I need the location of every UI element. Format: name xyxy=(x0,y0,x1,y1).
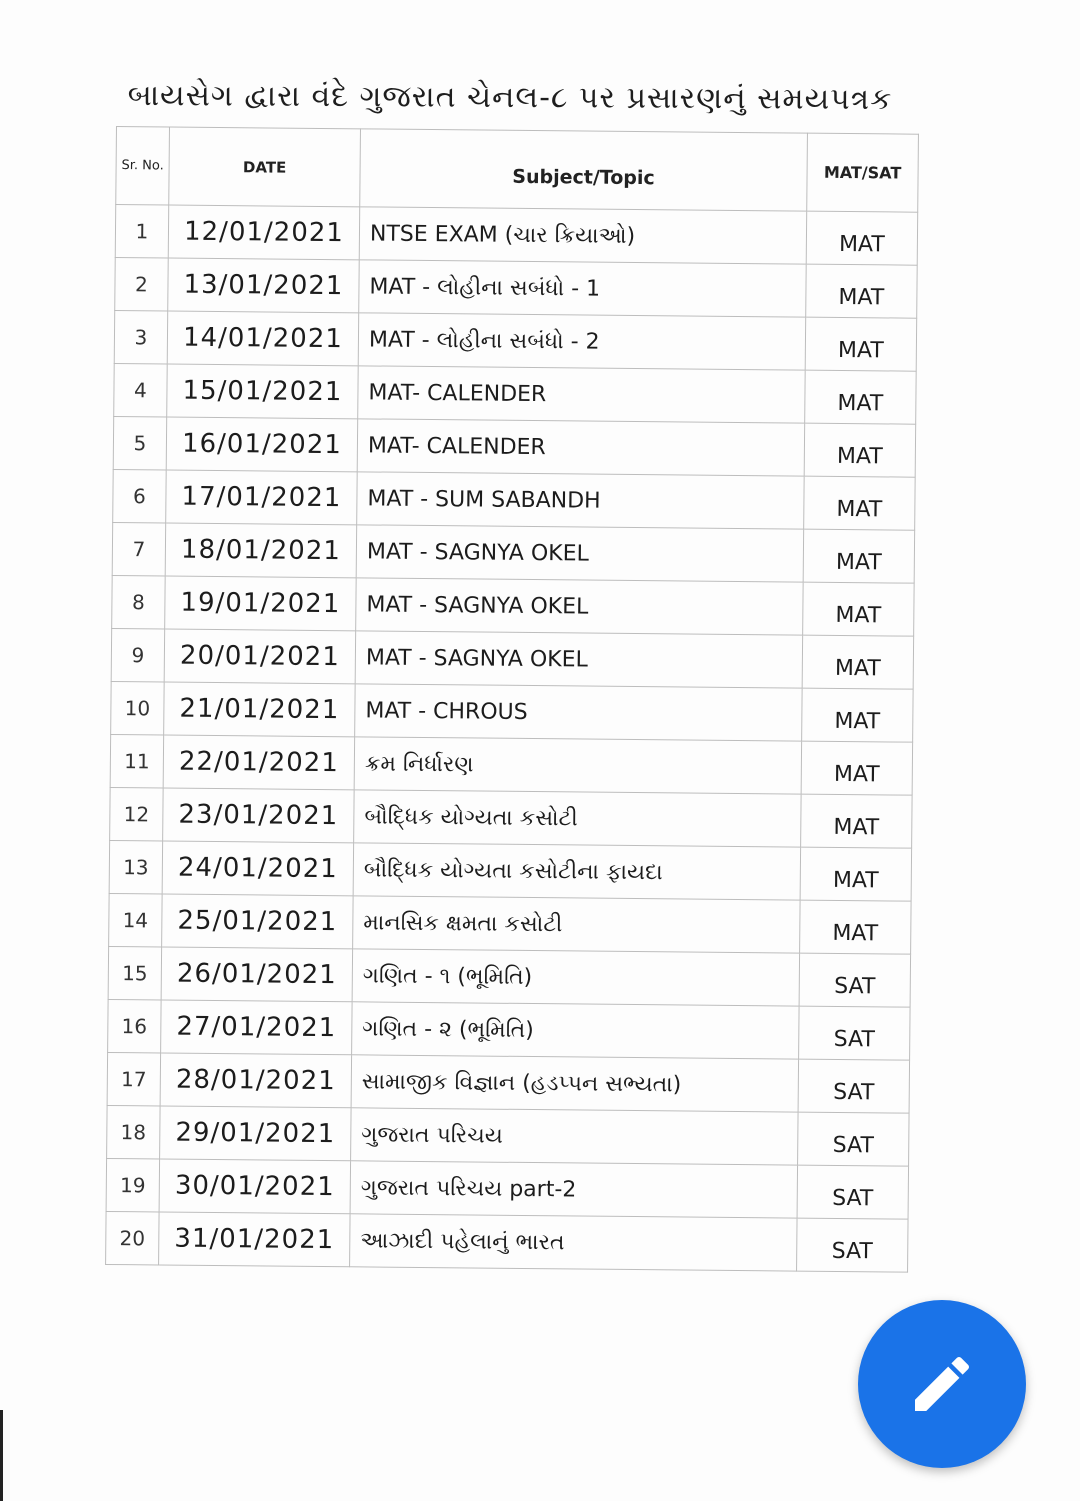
cell-topic: ગુજરાત પરિચય part-2 xyxy=(350,1161,797,1218)
table-row xyxy=(114,310,916,371)
table-row xyxy=(112,522,914,583)
table-row xyxy=(106,1158,908,1219)
cell-mat-sat: MAT xyxy=(804,423,916,477)
cell-date: 15/01/2021 xyxy=(167,364,358,419)
cell-mat-sat: MAT xyxy=(801,741,913,795)
cell-topic: MAT - SAGNYA OKEL xyxy=(356,525,803,582)
cell-date: 28/01/2021 xyxy=(160,1053,351,1108)
cell-topic: આઝાદી પહેલાનું ભારત xyxy=(350,1214,797,1271)
cell-date: 24/01/2021 xyxy=(162,841,353,896)
cell-date: 23/01/2021 xyxy=(163,788,354,843)
pencil-icon xyxy=(906,1348,978,1420)
cell-date: 18/01/2021 xyxy=(165,523,356,578)
header-subject-topic: Subject/Topic xyxy=(360,129,808,211)
cell-date: 29/01/2021 xyxy=(160,1106,351,1161)
cell-mat-sat: SAT xyxy=(799,1006,911,1060)
cell-sr-no: 17 xyxy=(107,1052,161,1106)
document-title: બાયસેગ દ્વારા વંદે ગુજરાત ચેનલ-૮ પર પ્રસારણનું સમયપત્રક xyxy=(127,78,893,118)
edit-fab-button[interactable] xyxy=(858,1300,1026,1468)
cell-mat-sat: SAT xyxy=(797,1218,909,1272)
cell-topic: સામાજીક વિજ્ઞાન (હડપ્પન સભ્યતા) xyxy=(351,1055,798,1112)
cell-topic: ગણિત - ૧ (ભૂમિતિ) xyxy=(352,949,799,1006)
cell-topic: ગણિત - ૨ (ભૂમિતિ) xyxy=(352,1002,799,1059)
cell-sr-no: 15 xyxy=(108,946,162,1000)
cell-sr-no: 18 xyxy=(107,1105,161,1159)
cell-sr-no: 9 xyxy=(111,628,165,682)
cell-sr-no: 1 xyxy=(115,205,169,259)
cell-topic: MAT - CHROUS xyxy=(355,684,802,741)
cell-sr-no: 5 xyxy=(113,416,167,470)
cell-date: 21/01/2021 xyxy=(164,682,355,737)
cell-mat-sat: MAT xyxy=(801,794,913,848)
cell-mat-sat: MAT xyxy=(805,317,917,371)
page-edge-shadow xyxy=(0,1410,3,1501)
cell-sr-no: 10 xyxy=(111,681,165,735)
table-row xyxy=(114,363,916,424)
cell-date: 19/01/2021 xyxy=(165,576,356,631)
table-row xyxy=(115,205,917,266)
cell-topic: માનસિક ક્ષમતા કસોટી xyxy=(353,896,800,953)
cell-sr-no: 19 xyxy=(106,1158,160,1212)
schedule-table xyxy=(105,126,919,1273)
cell-mat-sat: SAT xyxy=(797,1165,909,1219)
cell-date: 22/01/2021 xyxy=(163,735,354,790)
cell-sr-no: 11 xyxy=(110,734,164,788)
table-row xyxy=(109,893,911,954)
cell-topic: MAT- CALENDER xyxy=(358,366,805,423)
cell-date: 26/01/2021 xyxy=(161,947,352,1002)
table-row xyxy=(107,1105,909,1166)
cell-sr-no: 20 xyxy=(106,1211,160,1265)
cell-mat-sat: SAT xyxy=(798,1059,910,1113)
cell-mat-sat: MAT xyxy=(804,476,916,530)
cell-mat-sat: MAT xyxy=(800,847,912,901)
cell-mat-sat: SAT xyxy=(798,1112,910,1166)
cell-date: 16/01/2021 xyxy=(166,417,357,472)
table-row xyxy=(113,469,915,530)
table-row xyxy=(106,1211,908,1272)
cell-date: 25/01/2021 xyxy=(162,894,353,949)
cell-topic: MAT - SUM SABANDH xyxy=(357,472,804,529)
cell-sr-no: 16 xyxy=(108,999,162,1053)
cell-mat-sat: MAT xyxy=(802,688,914,742)
cell-topic: બૌદ્ધિક યોગ્યતા કસોટી xyxy=(354,790,801,847)
cell-topic: MAT - લોહીના સબંધો - 2 xyxy=(358,313,805,370)
cell-date: 17/01/2021 xyxy=(166,470,357,525)
cell-mat-sat: MAT xyxy=(803,529,915,583)
cell-date: 30/01/2021 xyxy=(159,1159,350,1214)
header-mat-sat: MAT/SAT xyxy=(807,133,919,212)
cell-date: 13/01/2021 xyxy=(168,258,359,313)
cell-sr-no: 7 xyxy=(112,522,166,576)
cell-topic: બૌદ્ધિક યોગ્યતા કસોટીના ફાયદા xyxy=(353,843,800,900)
cell-mat-sat: MAT xyxy=(803,582,915,636)
cell-mat-sat: SAT xyxy=(799,953,911,1007)
cell-date: 12/01/2021 xyxy=(168,205,359,260)
cell-sr-no: 8 xyxy=(112,575,166,629)
schedule-table-container xyxy=(105,126,919,1273)
cell-sr-no: 3 xyxy=(114,310,168,364)
table-row xyxy=(110,787,912,848)
cell-topic: ક્રમ નિર્ધારણ xyxy=(354,737,801,794)
header-date: DATE xyxy=(169,127,361,207)
table-row xyxy=(108,946,910,1007)
cell-mat-sat: MAT xyxy=(806,211,918,265)
table-row xyxy=(111,681,913,742)
cell-topic: MAT- CALENDER xyxy=(357,419,804,476)
cell-date: 27/01/2021 xyxy=(161,1000,352,1055)
cell-topic: MAT - લોહીના સબંધો - 1 xyxy=(359,260,806,317)
cell-mat-sat: MAT xyxy=(800,900,912,954)
table-row xyxy=(115,257,917,318)
cell-sr-no: 13 xyxy=(109,840,163,894)
header-sr-no: Sr. No. xyxy=(116,127,170,206)
cell-sr-no: 2 xyxy=(115,257,169,311)
table-row xyxy=(110,734,912,795)
cell-mat-sat: MAT xyxy=(805,370,917,424)
table-row xyxy=(107,1052,909,1113)
cell-sr-no: 12 xyxy=(110,787,164,841)
table-header-row xyxy=(116,127,919,213)
table-row xyxy=(113,416,915,477)
table-row xyxy=(112,575,914,636)
cell-topic: MAT - SAGNYA OKEL xyxy=(355,631,802,688)
cell-sr-no: 6 xyxy=(113,469,167,523)
cell-topic: ગુજરાત પરિચય xyxy=(351,1108,798,1165)
cell-date: 31/01/2021 xyxy=(159,1212,350,1267)
cell-topic: NTSE EXAM (ચાર ક્રિયાઓ) xyxy=(359,207,806,264)
cell-mat-sat: MAT xyxy=(806,264,918,318)
cell-mat-sat: MAT xyxy=(802,635,914,689)
cell-sr-no: 14 xyxy=(109,893,163,947)
cell-topic: MAT - SAGNYA OKEL xyxy=(356,578,803,635)
table-row xyxy=(108,999,910,1060)
cell-sr-no: 4 xyxy=(114,363,168,417)
table-row xyxy=(109,840,911,901)
cell-date: 14/01/2021 xyxy=(167,311,358,366)
cell-date: 20/01/2021 xyxy=(164,629,355,684)
table-body xyxy=(106,205,918,1273)
table-row xyxy=(111,628,913,689)
